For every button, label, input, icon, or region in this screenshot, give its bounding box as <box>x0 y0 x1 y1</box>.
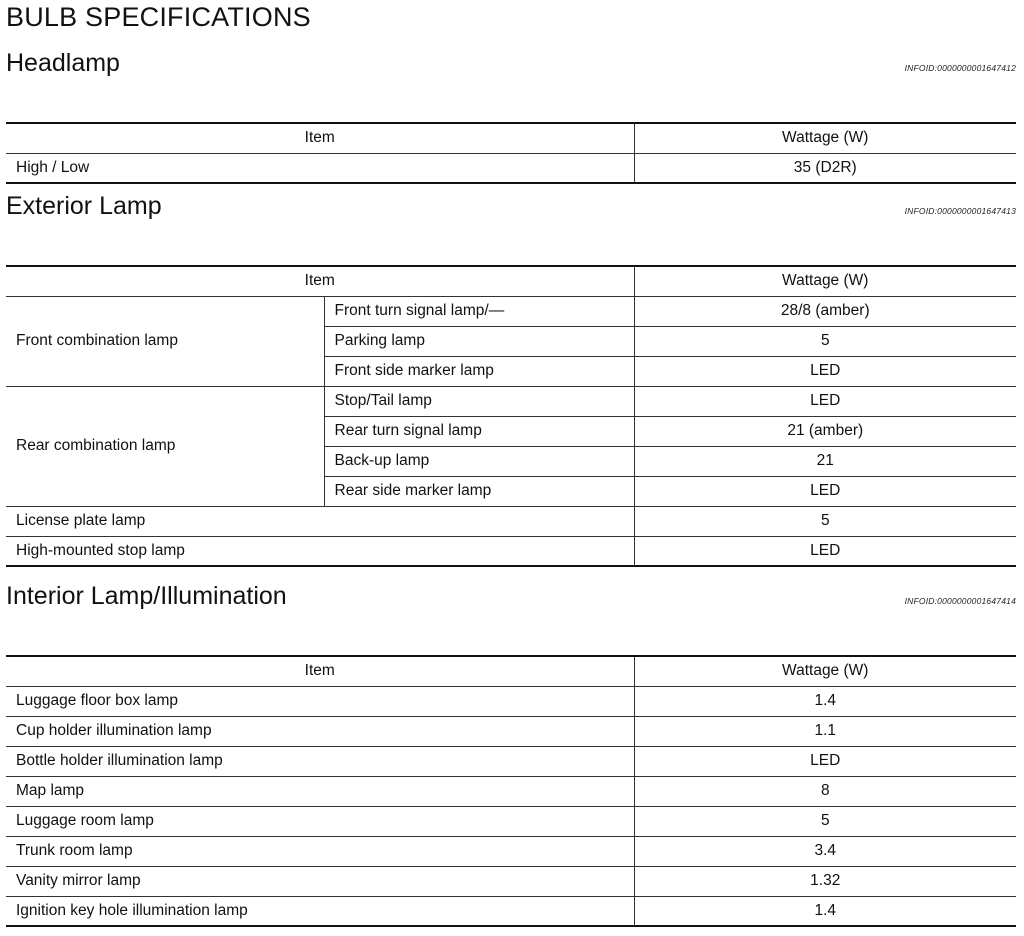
table-row <box>6 866 1016 896</box>
wattage-cell: LED <box>634 536 1016 566</box>
table-row <box>6 686 1016 716</box>
table-header-row <box>6 656 1016 686</box>
wattage-cell: 1.4 <box>634 896 1016 926</box>
item-cell: Front side marker lamp <box>324 356 634 386</box>
section-title-headlamp: Headlamp <box>6 49 120 77</box>
item-cell: Luggage room lamp <box>6 806 634 836</box>
item-cell: Luggage floor box lamp <box>6 686 634 716</box>
wattage-cell: 21 <box>634 446 1016 476</box>
exterior-table <box>6 265 1016 567</box>
wattage-cell: 8 <box>634 776 1016 806</box>
wattage-cell: 35 (D2R) <box>634 153 1016 183</box>
item-cell: Stop/Tail lamp <box>324 386 634 416</box>
item-cell: Ignition key hole illumination lamp <box>6 896 634 926</box>
wattage-cell: 1.32 <box>634 866 1016 896</box>
table-row <box>6 776 1016 806</box>
wattage-header: Wattage (W) <box>634 266 1016 296</box>
item-cell: Cup holder illumination lamp <box>6 716 634 746</box>
item-cell: Rear side marker lamp <box>324 476 634 506</box>
wattage-cell: LED <box>634 746 1016 776</box>
item-cell: High / Low <box>6 153 634 183</box>
wattage-cell: LED <box>634 386 1016 416</box>
table-row <box>6 806 1016 836</box>
item-cell: Bottle holder illumination lamp <box>6 746 634 776</box>
item-cell: License plate lamp <box>6 506 634 536</box>
infoid-interior: INFOID:0000000001647414 <box>904 596 1016 606</box>
table-row <box>6 746 1016 776</box>
table-row <box>6 896 1016 926</box>
wattage-cell: 1.4 <box>634 686 1016 716</box>
item-cell: Back-up lamp <box>324 446 634 476</box>
item-cell: Rear turn signal lamp <box>324 416 634 446</box>
table-row <box>6 506 1016 536</box>
table-header-row <box>6 123 1016 153</box>
wattage-header: Wattage (W) <box>634 123 1016 153</box>
item-cell: Map lamp <box>6 776 634 806</box>
wattage-cell: 5 <box>634 806 1016 836</box>
table-row <box>6 536 1016 566</box>
table-row <box>6 716 1016 746</box>
infoid-headlamp: INFOID:0000000001647412 <box>904 63 1016 73</box>
item-header: Item <box>6 656 634 686</box>
wattage-cell: LED <box>634 356 1016 386</box>
section-title-interior: Interior Lamp/Illumination <box>6 582 287 610</box>
wattage-cell: 1.1 <box>634 716 1016 746</box>
item-cell: Trunk room lamp <box>6 836 634 866</box>
interior-table <box>6 655 1016 927</box>
page-title: BULB SPECIFICATIONS <box>6 2 311 32</box>
group-cell-rear-combination: Rear combination lamp <box>6 386 324 506</box>
item-header: Item <box>6 266 634 296</box>
wattage-cell: 21 (amber) <box>634 416 1016 446</box>
item-cell: High-mounted stop lamp <box>6 536 634 566</box>
headlamp-table <box>6 122 1016 184</box>
table-row <box>6 836 1016 866</box>
wattage-cell: 28/8 (amber) <box>634 296 1016 326</box>
wattage-cell: 5 <box>634 506 1016 536</box>
table-row <box>6 296 1016 326</box>
wattage-cell: 3.4 <box>634 836 1016 866</box>
table-row <box>6 153 1016 183</box>
wattage-cell: LED <box>634 476 1016 506</box>
section-title-exterior: Exterior Lamp <box>6 192 162 220</box>
infoid-exterior: INFOID:0000000001647413 <box>904 206 1016 216</box>
wattage-header: Wattage (W) <box>634 656 1016 686</box>
table-row <box>6 386 1016 416</box>
wattage-cell: 5 <box>634 326 1016 356</box>
item-cell: Vanity mirror lamp <box>6 866 634 896</box>
table-header-row <box>6 266 1016 296</box>
group-cell-front-combination: Front combination lamp <box>6 296 324 386</box>
item-header: Item <box>6 123 634 153</box>
item-cell: Parking lamp <box>324 326 634 356</box>
item-cell: Front turn signal lamp/— <box>324 296 634 326</box>
